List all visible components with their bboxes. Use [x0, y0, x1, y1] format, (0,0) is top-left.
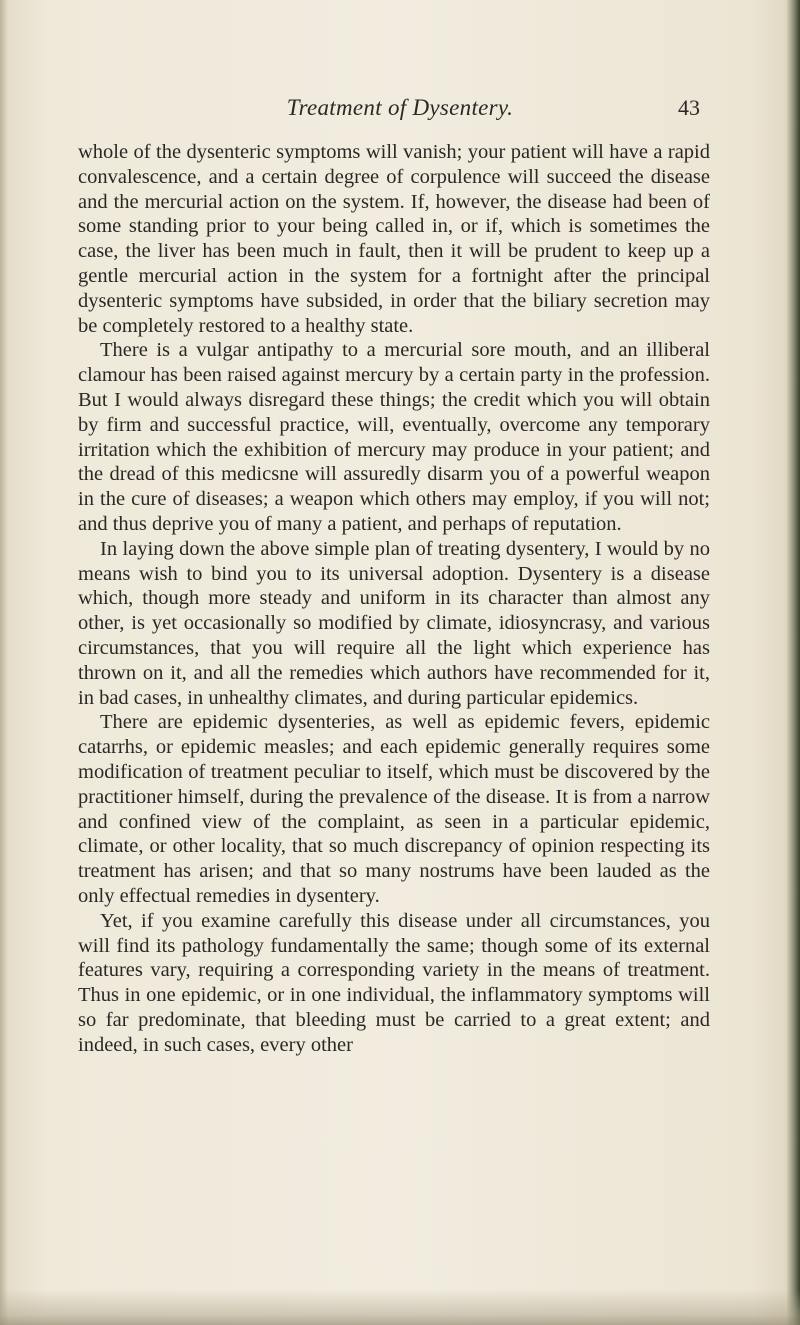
- body-text: [78, 140, 710, 1057]
- paragraph-mercurial-antipathy: There is a vulgar antipathy to a mercurial sore mouth, and an illiberal clamour has been raised against mercury by a certain party in the profession. But I would always disregard these things; the credit which you will obtain by firm and successful practice, will, eventually, overcome any temporary irritation which the exhibition of mercury may produce in your patient; and the dread of this medicsne will assuredly disarm you of a powerful weapon in the cure of diseases; a weapon which others may employ, if you will not; and thus deprive you of many a patient, and perhaps of reputation.: [78, 339, 710, 535]
- page-number: 43: [678, 95, 700, 120]
- paragraph-pathology: Yet, if you examine carefully this disease under all circumstances, you will find its pathology fundamentally the same; though some of its external features vary, requiring a corresponding variety in the means of treatment. Thus in one epidemic, or in one individual, the inflammatory symptoms will so far predominate, that bleeding must be carried to a great extent; and indeed, in such cases, every other: [78, 909, 710, 1056]
- paragraph-continuation: whole of the dysenteric symptoms will vanish; your patient will have a rapid convalescence, and a certain degree of corpulence will succeed the disease and the mercurial action on the system. If, however, the disease had been of some standing prior to your being called in, or if, which is sometimes the case, the liver has been much in fault, then it will be prudent to keep up a gentle mercurial action in the system for a fortnight after the principal dysenteric symptoms have subsided, in order that the biliary secretion may be completely restored to a healthy state.: [78, 141, 710, 337]
- running-title: Treatment of Dysentery.: [286, 95, 514, 120]
- paragraph-treatment-plan: In laying down the above simple plan of treating dysentery, I would by no means wish to bind you to its universal adoption. Dysentery is a disease which, though more steady and uniform in its character than almost any other, is yet occasionally so modified by climate, idiosyncrasy, and various circumstances, that you will require all the light which experience has thrown on it, and all the remedies which authors have recommended for it, in bad cases, in unhealthy climates, and during particular epidemics.: [78, 537, 710, 709]
- page-right-binding-edge: [786, 0, 800, 1325]
- page-bottom-shadow: [0, 1289, 800, 1325]
- page-header: [0, 95, 800, 129]
- paragraph-epidemic-dysenteries: There are epidemic dysenteries, as well as epidemic fevers, epidemic catarrhs, or epidemic measles; and each epidemic generally requires some modification of treatment peculiar to itself, which must be discovered by the practitioner himself, during the prevalence of the disease. It is from a narrow and confined view of the complaint, as seen in a particular epidemic, climate, or other locality, that so much discrepancy of opinion respecting its treatment has arisen; and that so many nostrums have been lauded as the only effectual remedies in dysentery.: [78, 711, 710, 907]
- page-left-shadow: [0, 0, 8, 1325]
